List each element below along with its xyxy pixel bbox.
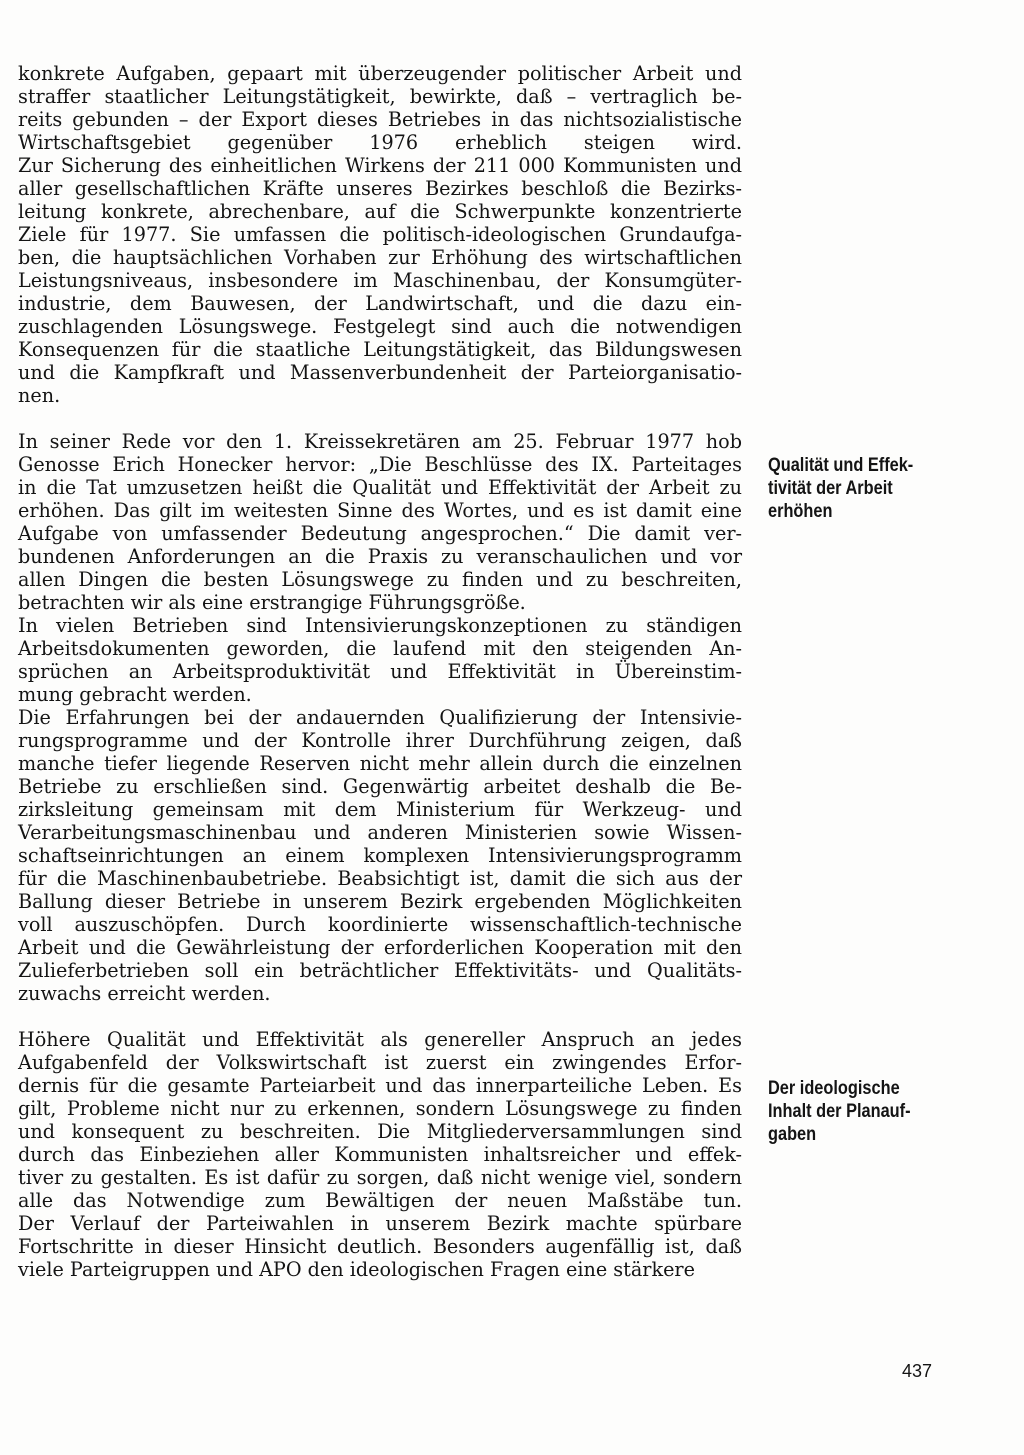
text-line: Aufgabe von umfassender Bedeutung angesprochen.“ Die damit ver-	[18, 522, 742, 545]
text-line: und die Kampfkraft und Massenverbundenheit der Parteiorganisatio-	[18, 361, 742, 384]
text-line: manche tiefer liegende Reserven nicht mehr allein durch die einzelnen	[18, 752, 742, 775]
text-line: leitung konkrete, abrechenbare, auf die Schwerpunkte konzentrierte	[18, 200, 742, 223]
text-line: Verarbeitungsmaschinenbau und anderen Ministerien sowie Wissen-	[18, 821, 742, 844]
main-text-column	[18, 62, 742, 1281]
text-line: straffer staatlicher Leitungstätigkeit, bewirkte, daß – vertraglich be-	[18, 85, 742, 108]
paragraph-2	[18, 430, 742, 1005]
text-line: tivität der Arbeit	[768, 478, 893, 499]
text-line: Leistungsniveaus, insbesondere im Maschinenbau, der Konsumgüter-	[18, 269, 742, 292]
text-line: in die Tat umzusetzen heißt die Qualität und Effektivität der Arbeit zu	[18, 476, 742, 499]
text-line: Arbeitsdokumenten geworden, die laufend mit den steigenden An-	[18, 637, 742, 660]
text-line: Ziele für 1977. Sie umfassen die politisch-ideologischen Grundaufga-	[18, 223, 742, 246]
text-line: schaftseinrichtungen an einem komplexen Intensivierungsprogramm	[18, 844, 742, 867]
text-line: Der Verlauf der Parteiwahlen in unserem Bezirk machte spürbare	[18, 1212, 742, 1235]
text-line: voll auszuschöpfen. Durch koordinierte wissenschaftlich-technische	[18, 913, 742, 936]
text-line: Fortschritte in dieser Hinsicht deutlich. Besonders augenfällig ist, daß	[18, 1235, 742, 1258]
text-line: Betriebe zu erschließen sind. Gegenwärtig arbeitet deshalb die Be-	[18, 775, 742, 798]
marginal-note-quality	[768, 454, 940, 523]
text-line: erhöhen	[768, 501, 833, 522]
text-line: gilt, Probleme nicht nur zu erkennen, sondern Lösungswege zu finden	[18, 1097, 742, 1120]
text-line: bundenen Anforderungen an die Praxis zu veranschaulichen und vor	[18, 545, 742, 568]
text-line: Qualität und Effek-	[768, 455, 914, 476]
text-line: In seiner Rede vor den 1. Kreissekretären am 25. Februar 1977 hob	[18, 430, 742, 453]
text-line: alle das Notwendige zum Bewältigen der neuen Maßstäbe tun.	[18, 1189, 742, 1212]
text-line: Konsequenzen für die staatliche Leitungstätigkeit, das Bildungswesen	[18, 338, 742, 361]
text-line: zuschlagenden Lösungswege. Festgelegt sind auch die notwendigen	[18, 315, 742, 338]
text-line: Inhalt der Planauf-	[768, 1101, 911, 1122]
text-line: Der ideologische	[768, 1078, 900, 1099]
text-line: mung gebracht werden.	[18, 683, 252, 706]
text-line: konkrete Aufgaben, gepaart mit überzeugender politischer Arbeit und	[18, 62, 742, 85]
text-line: Zulieferbetrieben soll ein beträchtlicher Effektivitäts- und Qualitäts-	[18, 959, 742, 982]
text-line: gaben	[768, 1124, 817, 1145]
paragraph-1	[18, 62, 742, 407]
text-line: Höhere Qualität und Effektivität als genereller Anspruch an jedes	[18, 1028, 742, 1051]
paragraph-3	[18, 1028, 742, 1281]
marginal-note-ideological	[768, 1077, 940, 1146]
text-line: erhöhen. Das gilt im weitesten Sinne des Wortes, und es ist damit eine	[18, 499, 742, 522]
text-line: Ballung dieser Betriebe in unserem Bezirk ergebenden Möglichkeiten	[18, 890, 742, 913]
text-line: reits gebunden – der Export dieses Betriebes in das nichtsozialistische	[18, 108, 742, 131]
text-line: dernis für die gesamte Parteiarbeit und das innerparteiliche Leben. Es	[18, 1074, 742, 1097]
text-line: rungsprogramme und der Kontrolle ihrer Durchführung zeigen, daß	[18, 729, 742, 752]
text-line: zuwachs erreicht werden.	[18, 982, 271, 1005]
text-line: und konsequent zu beschreiten. Die Mitgliederversammlungen sind	[18, 1120, 742, 1143]
text-line: tiver zu gestalten. Es ist dafür zu sorgen, daß nicht wenige viel, sondern	[18, 1166, 742, 1189]
text-line: Genosse Erich Honecker hervor: „Die Beschlüsse des IX. Parteitages	[18, 453, 742, 476]
text-line: Aufgabenfeld der Volkswirtschaft ist zuerst ein zwingendes Erfor-	[18, 1051, 742, 1074]
page-number: 437	[902, 1361, 933, 1381]
text-line: nen.	[18, 384, 61, 407]
text-line: Zur Sicherung des einheitlichen Wirkens der 211 000 Kommunisten und	[18, 154, 742, 177]
text-line: allen Dingen die besten Lösungswege zu finden und zu beschreiten,	[18, 568, 742, 591]
text-line: ben, die hauptsächlichen Vorhaben zur Erhöhung des wirtschaftlichen	[18, 246, 742, 269]
text-line: Arbeit und die Gewährleistung der erforderlichen Kooperation mit den	[18, 936, 742, 959]
text-line: Wirtschaftsgebiet gegenüber 1976 erheblich steigen wird.	[18, 131, 742, 154]
text-line: sprüchen an Arbeitsproduktivität und Effektivität in Übereinstim-	[18, 660, 742, 683]
text-line: In vielen Betrieben sind Intensivierungskonzeptionen zu ständigen	[18, 614, 742, 637]
text-line: aller gesellschaftlichen Kräfte unseres Bezirkes beschloß die Bezirks-	[18, 177, 742, 200]
text-line: zirksleitung gemeinsam mit dem Ministerium für Werkzeug- und	[18, 798, 742, 821]
text-line: für die Maschinenbaubetriebe. Beabsichtigt ist, damit die sich aus der	[18, 867, 742, 890]
text-line: betrachten wir als eine erstrangige Führungsgröße.	[18, 591, 526, 614]
text-line: viele Parteigruppen und APO den ideologischen Fragen eine stärkere	[18, 1258, 695, 1281]
text-line: Die Erfahrungen bei der andauernden Qualifizierung der Intensivie-	[18, 706, 742, 729]
text-line: durch das Einbeziehen aller Kommunisten inhaltsreicher und effek-	[18, 1143, 742, 1166]
text-line: industrie, dem Bauwesen, der Landwirtschaft, und die dazu ein-	[18, 292, 742, 315]
